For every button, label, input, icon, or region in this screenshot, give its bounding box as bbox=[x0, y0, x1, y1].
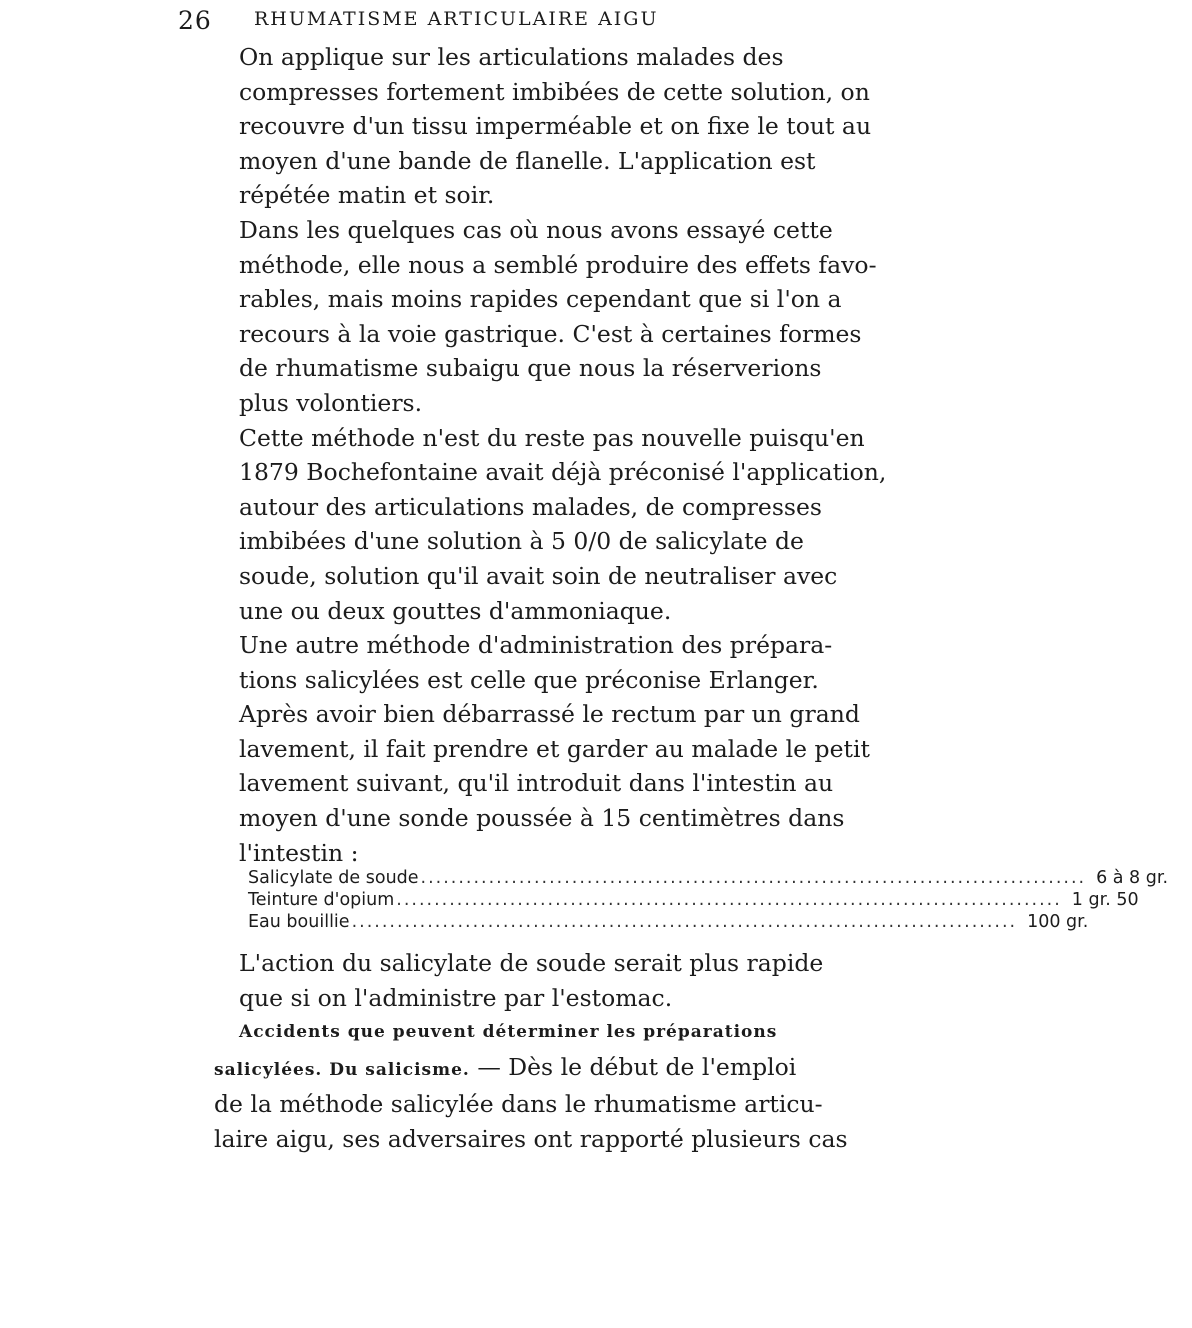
paragraph-6 bbox=[214, 1015, 848, 1156]
text-line: Dans les quelques cas où nous avons essayé cette bbox=[239, 215, 833, 244]
paragraph-4 bbox=[214, 628, 870, 870]
body-text bbox=[214, 40, 887, 870]
text-line: de rhumatisme subaigu que nous la réserverions bbox=[239, 354, 822, 383]
text-line: lavement, il fait prendre et garder au malade le petit bbox=[239, 734, 870, 763]
text-line: tions salicylées est celle que préconise Erlanger. bbox=[239, 665, 819, 694]
text-line: moyen d'une sonde poussée à 15 centimètres dans bbox=[239, 804, 845, 833]
text-line: méthode, elle nous a semblé produire des effets favo- bbox=[239, 250, 877, 279]
prescription-row bbox=[248, 889, 1139, 911]
text-line: rables, mais moins rapides cependant que si l'on a bbox=[239, 285, 842, 314]
ingredient-quantity: 1 gr. 50 bbox=[1071, 890, 1139, 910]
text-line: que si on l'administre par l'estomac. bbox=[239, 983, 673, 1012]
ingredient-quantity: 6 à 8 gr. bbox=[1096, 868, 1169, 888]
text-line bbox=[214, 1050, 797, 1088]
dot-leader bbox=[421, 867, 1087, 889]
text-line: l'intestin : bbox=[239, 838, 359, 867]
section-title-continued: salicylées. Du salicisme. bbox=[214, 1059, 470, 1080]
paragraph-3 bbox=[214, 421, 887, 629]
text-line: On applique sur les articulations malades des bbox=[239, 43, 784, 71]
paragraph-5 bbox=[214, 946, 824, 1015]
paragraph-2 bbox=[214, 213, 877, 421]
prescription-row bbox=[248, 867, 1169, 889]
text-line: une ou deux gouttes d'ammoniaque. bbox=[239, 596, 672, 625]
text-line: Après avoir bien débarrassé le rectum par un grand bbox=[239, 700, 860, 729]
text-line: de la méthode salicylée dans le rhumatisme articu- bbox=[214, 1090, 823, 1119]
ingredient-name: Salicylate de soude bbox=[248, 868, 419, 888]
text-line: plus volontiers. bbox=[239, 388, 423, 417]
ingredient-name: Eau bouillie bbox=[248, 912, 350, 932]
ingredient-quantity: 100 gr. bbox=[1027, 912, 1089, 932]
running-title: RHUMATISME ARTICULAIRE AIGU bbox=[254, 8, 659, 30]
text-line: moyen d'une bande de flanelle. L'application est bbox=[239, 146, 816, 175]
text-line: recouvre d'un tissu imperméable et on fixe le tout au bbox=[239, 112, 872, 141]
text-line: soude, solution qu'il avait soin de neutraliser avec bbox=[239, 561, 838, 590]
dot-leader bbox=[396, 889, 1062, 911]
section-text: — Dès le début de l'emploi bbox=[469, 1052, 797, 1081]
page-number: 26 bbox=[178, 6, 212, 35]
paragraph-1 bbox=[214, 40, 872, 213]
text-line: Une autre méthode d'administration des prépara- bbox=[239, 631, 833, 660]
body-text-continued bbox=[214, 946, 848, 1157]
text-line: L'action du salicylate de soude serait plus rapide bbox=[239, 949, 824, 977]
section-title: Accidents que peuvent déterminer les préparations bbox=[239, 1022, 778, 1043]
text-line: Cette méthode n'est du reste pas nouvelle puisqu'en bbox=[239, 423, 865, 452]
text-line: répétée matin et soir. bbox=[239, 181, 495, 210]
text-line: 1879 Bochefontaine avait déjà préconisé l'application, bbox=[239, 458, 887, 487]
dot-leader bbox=[352, 911, 1018, 933]
prescription-list bbox=[248, 867, 1169, 933]
text-line: autour des articulations malades, de compresses bbox=[239, 492, 822, 521]
ingredient-name: Teinture d'opium bbox=[248, 890, 395, 910]
text-line: imbibées d'une solution à 5 0/0 de salicylate de bbox=[239, 527, 804, 556]
text-line: recours à la voie gastrique. C'est à certaines formes bbox=[239, 319, 862, 348]
text-line: laire aigu, ses adversaires ont rapporté plusieurs cas bbox=[214, 1124, 848, 1153]
text-line: lavement suivant, qu'il introduit dans l'intestin au bbox=[239, 769, 834, 798]
prescription-row bbox=[248, 911, 1089, 933]
text-line: compresses fortement imbibées de cette solution, on bbox=[239, 77, 870, 106]
